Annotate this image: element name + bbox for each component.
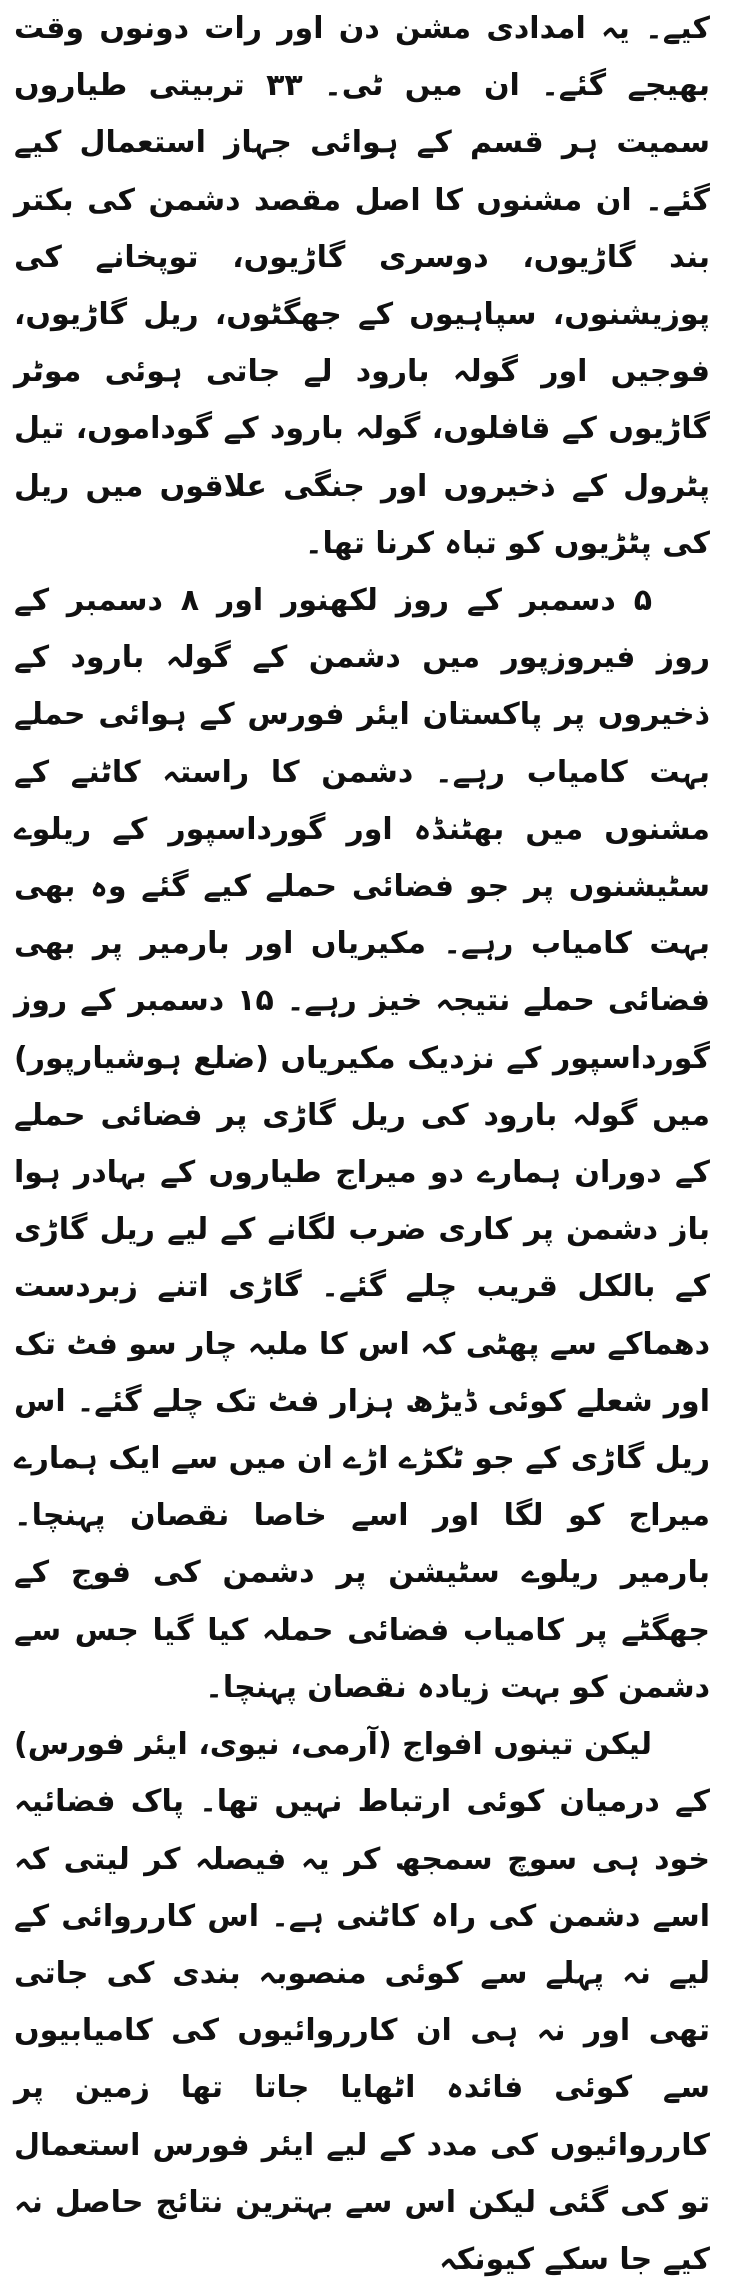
paragraph-1: کیے۔ یہ امدادی مشن دن اور رات دونوں وقت بھیجے گئے۔ ان میں ٹی۔ ۳۳ تربیتی طیاروں سمیت ہر قسم کے ہوائی جہاز استعمال کیے گئے۔ ان مشنوں کا اصل مقصد دشمن کی بکتر بند گاڑیوں، دوسری گاڑیوں، توپخانے کی پوزیشنوں، سپاہیوں کے جھگٹوں، ریل گاڑیوں، فوجیں اور گولہ بارود لے جاتی ہوئی موٹر گاڑیوں کے قافلوں، گولہ بارود کے گوداموں، تیل پٹرول کے ذخیروں اور جنگی علاقوں میں ریل کی پٹڑیوں کو تباہ کرنا تھا۔ xyxy=(14,11,710,561)
paragraph-3: لیکن تینوں افواج (آرمی، نیوی، ایئر فورس) کے درمیان کوئی ارتباط نہیں تھا۔ پاک فضائیہ خود ہی سوچ سمجھ کر یہ فیصلہ کر لیتی کہ اسے دشمن کی راہ کاٹنی ہے۔ اس کارروائی کے لیے نہ پہلے سے کوئی منصوبہ بندی کی جاتی تھی اور نہ ہی ان کارروائیوں کی کامیابیوں سے کوئی فائدہ اٹھایا جاتا تھا زمین پر کارروائیوں کی مدد کے لیے ایئر فورس استعمال تو کی گئی لیکن اس سے بہترین نتائج حاصل نہ کیے جا سکے کیونکہ xyxy=(14,1727,710,2277)
paragraph-2: ۵ دسمبر کے روز لکھنور اور ۸ دسمبر کے روز فیروزپور میں دشمن کے گولہ بارود کے ذخیروں پر پاکستان ایئر فورس کے ہوائی حملے بہت کامیاب رہے۔ دشمن کا راستہ کاٹنے کے مشنوں میں بھٹنڈہ اور گورداسپور کے ریلوے سٹیشنوں پر جو فضائی حملے کیے گئے وہ بھی بہت کامیاب رہے۔ مکیریاں اور بارمیر پر بھی فضائی حملے نتیجہ خیز رہے۔ ۱۵ دسمبر کے روز گورداسپور کے نزدیک مکیریاں (ضلع ہوشیارپور) میں گولہ بارود کی ریل گاڑی پر فضائی حملے کے دوران ہمارے دو میراج طیاروں کے بہادر ہوا باز دشمن پر کاری ضرب لگانے کے لیے ریل گاڑی کے بالکل قریب چلے گئے۔ گاڑی اتنے زبردست دھماکے سے پھٹی کہ اس کا ملبہ چار سو فٹ تک اور شعلے کوئی ڈیڑھ ہزار فٹ تک چلے گئے۔ اس ریل گاڑی کے جو ٹکڑے اڑے ان میں سے ایک ہمارے میراج کو لگا اور اسے خاصا نقصان پہنچا۔ بارمیر ریلوے سٹیشن پر دشمن کی فوج کے جھگٹے پر کامیاب فضائی حملہ کیا گیا جس سے دشمن کو بہت زیادہ نقصان پہنچا۔ xyxy=(14,583,710,1705)
urdu-body-text xyxy=(14,0,710,2288)
